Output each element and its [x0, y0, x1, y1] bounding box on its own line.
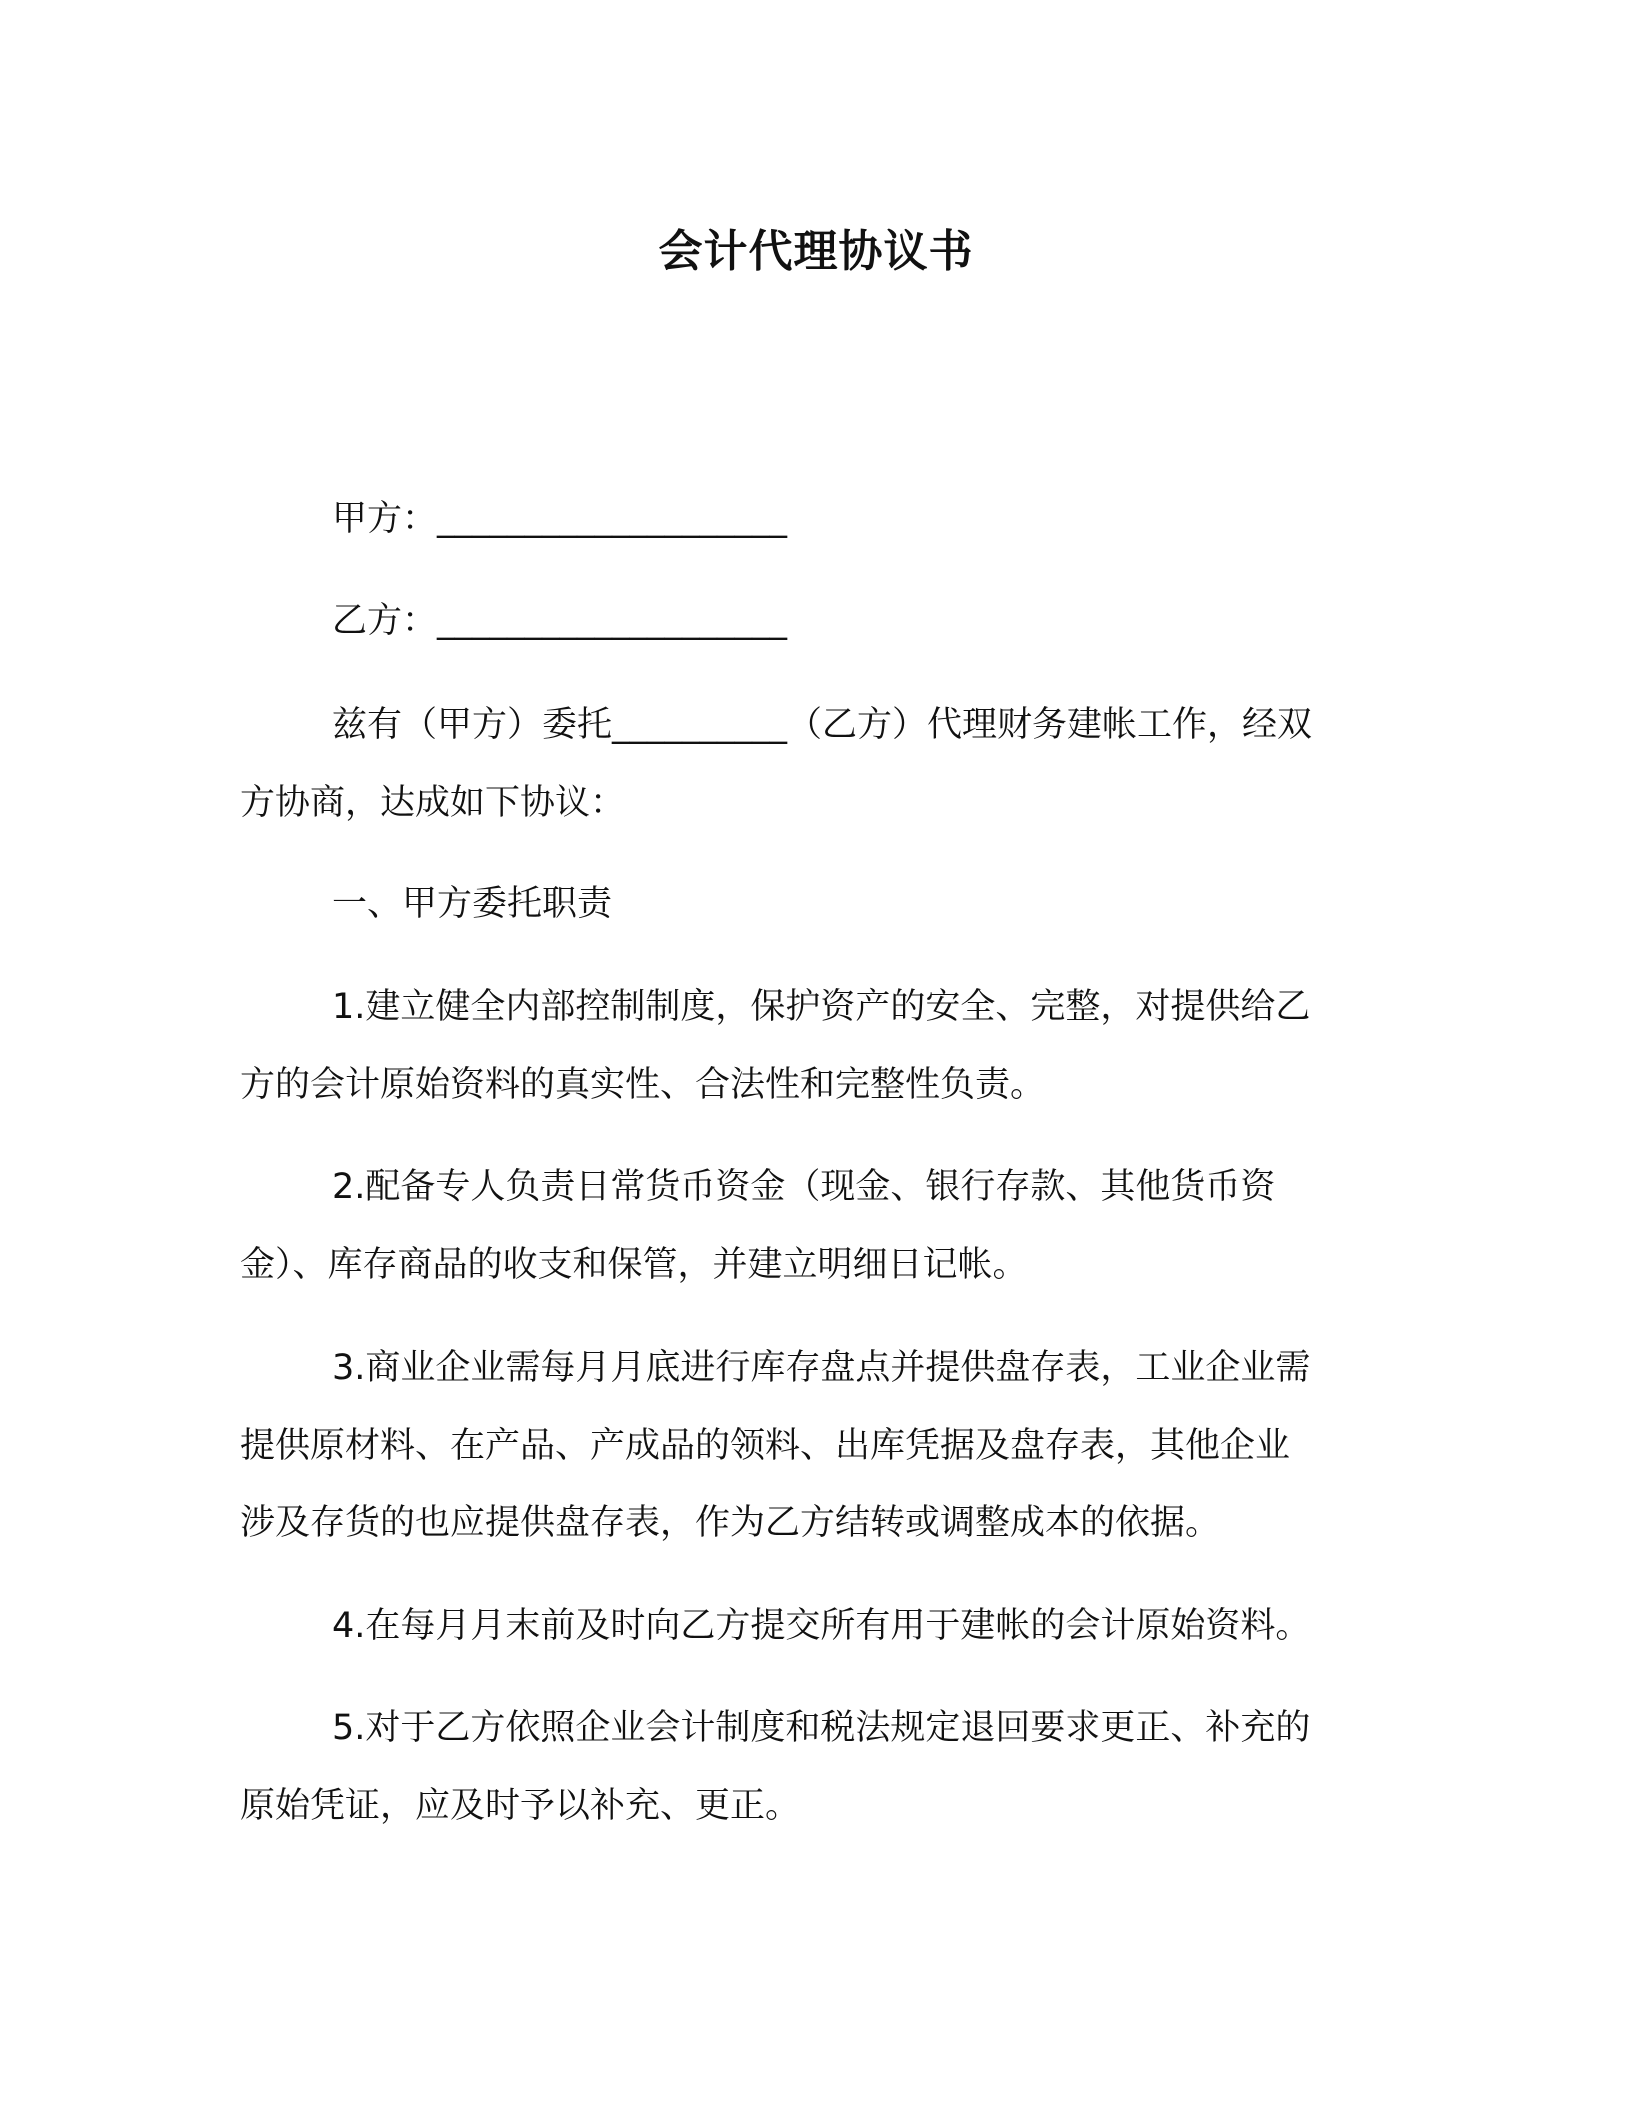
- section-heading: 一、甲方委托职责: [332, 884, 613, 924]
- document-title: 会计代理协议书: [658, 226, 974, 277]
- clause-5-line-1: 5.对于乙方依照企业会计制度和税法规定退回要求更正、补充的: [332, 1708, 1311, 1748]
- clause-3-line-2: 提供原材料、在产品、产成品的领料、出库凭据及盘存表，其他企业: [240, 1426, 1291, 1466]
- intro-line-1: 兹有（甲方）委托__________（乙方）代理财务建帐工作，经双: [332, 705, 1313, 745]
- clause-4-line-1: 4.在每月月末前及时向乙方提交所有用于建帐的会计原始资料。: [332, 1606, 1311, 1646]
- clause-1-line-2: 方的会计原始资料的真实性、合法性和完整性负责。: [240, 1065, 1046, 1105]
- party-b-line: 乙方：____________________: [332, 601, 788, 641]
- clause-2-line-2: 金）、库存商品的收支和保管，并建立明细日记帐。: [240, 1245, 1028, 1285]
- party-a-line: 甲方：____________________: [332, 499, 788, 539]
- clause-2-line-1: 2.配备专人负责日常货币资金（现金、银行存款、其他货币资: [332, 1167, 1276, 1207]
- clause-3-line-3: 涉及存货的也应提供盘存表，作为乙方结转或调整成本的依据。: [240, 1503, 1221, 1543]
- clause-5-line-2: 原始凭证，应及时予以补充、更正。: [240, 1786, 801, 1826]
- clause-3-line-1: 3.商业企业需每月月底进行库存盘点并提供盘存表，工业企业需: [332, 1348, 1311, 1388]
- intro-line-2: 方协商，达成如下协议：: [240, 783, 626, 823]
- clause-1-line-1: 1.建立健全内部控制制度，保护资产的安全、完整，对提供给乙: [332, 987, 1311, 1027]
